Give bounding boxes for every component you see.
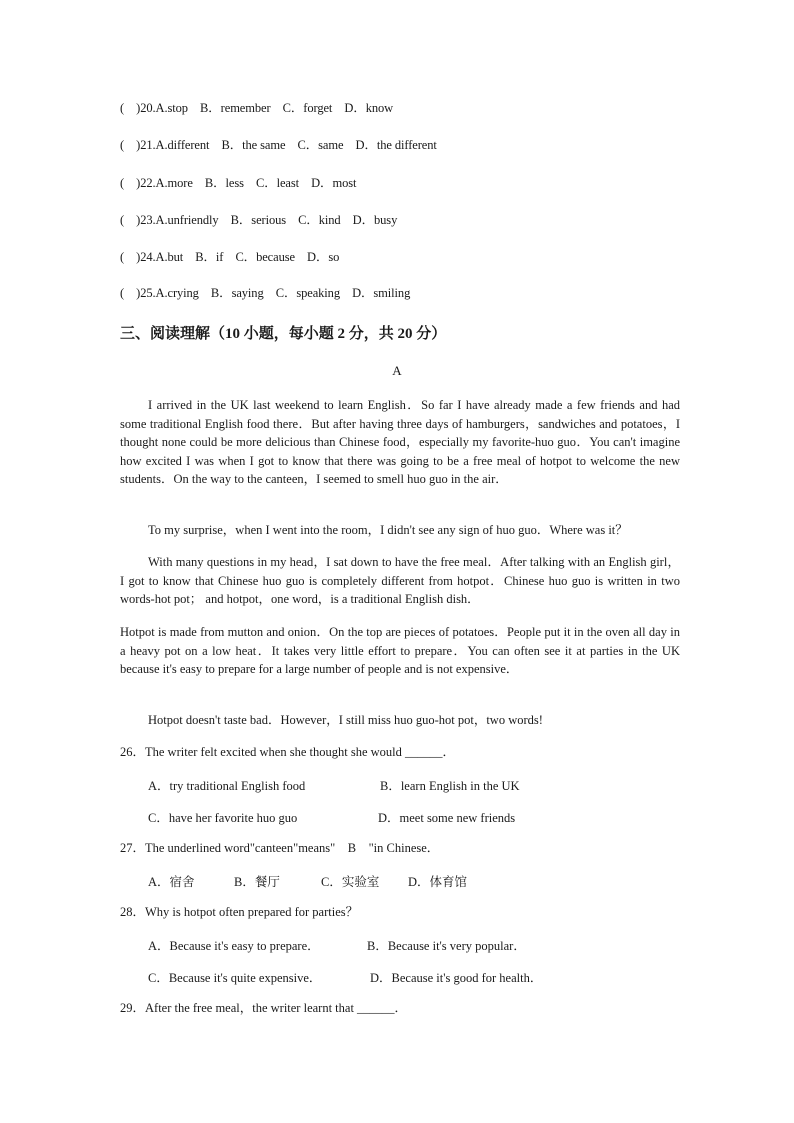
question-28-stem: 28．Why is hotpot often prepared for parties？ [120, 905, 359, 919]
question-27-option-d: D．体育馆 [408, 875, 468, 889]
question-26-option-a: A．try traditional English food [148, 779, 306, 793]
section-heading: 三、阅读理解（10 小题，每小题 2 分，共 20 分） [120, 326, 447, 342]
passage-paragraph-1: I arrived in the UK last weekend to learn English．So far I have already made a few friends and had some traditional English food there．But after having three days of hamburgers，sandwiches and potatoes，I thought none could be more delicious than Chinese food，especially my favorite-huo guo．You can't imagine how excited I was when I got to know that there was going to be a free meal of hotpot to welcome the new students．On the way to the canteen，I seemed to smell huo guo in the air． [120, 398, 680, 487]
question-27-option-b: B．餐厅 [234, 875, 280, 889]
question-28-option-d: D．Because it's good for health． [370, 971, 543, 985]
question-28-option-a: A．Because it's easy to prepare． [148, 939, 320, 953]
question-29-stem: 29．After the free meal，the writer learnt that ______． [120, 1001, 408, 1015]
question-27-stem: 27．The underlined word"canteen"means" B "in Chinese． [120, 841, 440, 855]
question-27-option-c: C．实验室 [321, 875, 380, 889]
cloze-question-21: ( )21.A.different B．the same C．same D．the different [120, 138, 437, 152]
question-26-option-b: B．learn English in the UK [380, 779, 520, 793]
cloze-question-20: ( )20.A.stop B．remember C．forget D．know [120, 101, 394, 115]
cloze-question-23: ( )23.A.unfriendly B．serious C．kind D．busy [120, 213, 398, 227]
question-28-option-b: B．Because it's very popular． [367, 939, 526, 953]
passage-paragraph-5: Hotpot doesn't taste bad．However，I still miss huo guo-hot pot，two words! [148, 713, 543, 727]
passage-paragraph-2: To my surprise，when I went into the room，I didn't see any sign of huo guo．Where was it？ [148, 523, 628, 537]
cloze-question-24: ( )24.A.but B．if C．because D．so [120, 250, 340, 264]
cloze-question-22: ( )22.A.more B．less C．least D．most [120, 176, 357, 190]
question-26-option-d: D．meet some new friends [378, 811, 516, 825]
cloze-question-25: ( )25.A.crying B．saying C．speaking D．smiling [120, 286, 411, 300]
question-26-option-c: C．have her favorite huo guo [148, 811, 298, 825]
question-26-stem: 26．The writer felt excited when she thought she would ______． [120, 745, 455, 759]
passage-paragraph-3: With many questions in my head，I sat down to have the free meal．After talking with an English girl，I got to know that Chinese huo guo is completely different from hotpot．Chinese huo guo is written in two words-hot pot； and hotpot，one word，is a traditional English dish． [120, 555, 680, 607]
passage-label: A [392, 363, 402, 378]
passage-paragraph-4: Hotpot is made from mutton and onion．On the top are pieces of potatoes．People put it in the oven all day in a heavy pot on a low heat．It takes very little effort to prepare．You can often see it at parties in the UK because it's easy to prepare for a large number of people and is not expensive． [120, 625, 680, 677]
question-27-option-a: A．宿舍 [148, 875, 195, 889]
question-28-option-c: C．Because it's quite expensive． [148, 971, 322, 985]
